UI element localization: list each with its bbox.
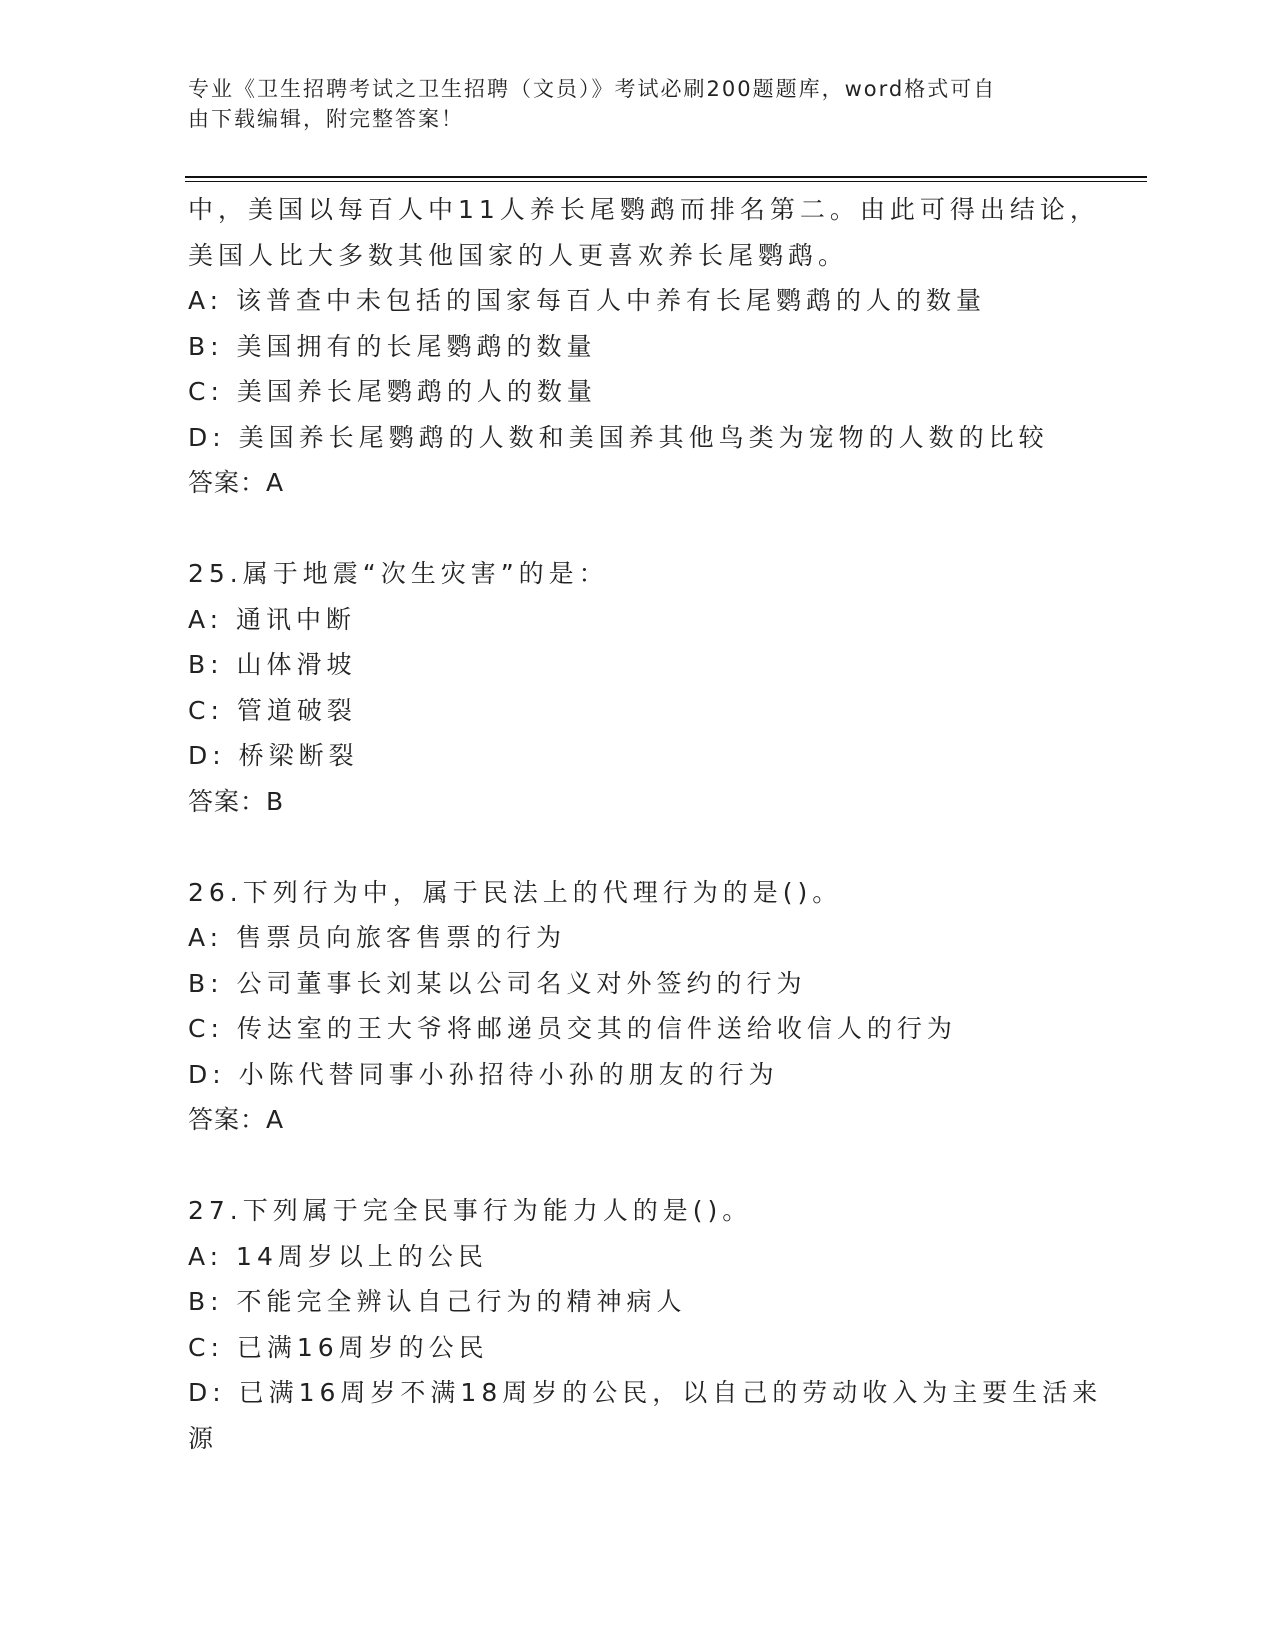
question-content bbox=[188, 187, 1103, 1461]
spacer bbox=[188, 506, 1088, 552]
option-c: C: 传达室的王大爷将邮递员交其的信件送给收信人的行为 bbox=[188, 1014, 957, 1043]
question-25 bbox=[188, 551, 1088, 824]
option-d: D: 美国养长尾鹦鹉的人数和美国养其他鸟类为宠物的人数的比较 bbox=[188, 422, 1049, 452]
document-header bbox=[188, 74, 1068, 134]
question-27 bbox=[188, 1188, 1103, 1461]
option-a: A: 14周岁以上的公民 bbox=[188, 1241, 488, 1271]
question-stem: 27.下列属于完全民事行为能力人的是()。 bbox=[188, 1196, 753, 1225]
option-b: B: 山体滑坡 bbox=[188, 650, 357, 679]
option-a: A: 该普查中未包括的国家每百人中养有长尾鹦鹉的人的数量 bbox=[188, 286, 987, 315]
header-divider-thin bbox=[185, 181, 1147, 182]
option-c: C: 管道破裂 bbox=[188, 695, 357, 725]
answer-label: 答案：A bbox=[188, 468, 285, 497]
option-a: A: 售票员向旅客售票的行为 bbox=[188, 923, 567, 952]
option-b: B: 不能完全辨认自己行为的精神病人 bbox=[188, 1287, 687, 1316]
spacer bbox=[188, 1143, 1088, 1189]
option-b: B: 美国拥有的长尾鹦鹉的数量 bbox=[188, 331, 597, 361]
option-d: D: 已满16周岁不满18周岁的公民，以自己的劳动收入为主要生活来 bbox=[188, 1378, 1103, 1407]
header-line-1: 专业《卫生招聘考试之卫生招聘（文员）》考试必刷200题题库，word格式可自 bbox=[188, 77, 997, 101]
header-line-2: 由下载编辑，附完整答案！ bbox=[188, 107, 464, 131]
option-a: A: 通讯中断 bbox=[188, 604, 357, 634]
answer-label: 答案：A bbox=[188, 1105, 285, 1134]
question-stem: 25.属于地震“次生灾害”的是： bbox=[188, 559, 609, 588]
option-d: D: 小陈代替同事小孙招待小孙的朋友的行为 bbox=[188, 1059, 779, 1089]
question-26 bbox=[188, 870, 1088, 1143]
question-stem: 美国人比大多数其他国家的人更喜欢养长尾鹦鹉。 bbox=[188, 240, 849, 270]
option-c: C: 已满16周岁的公民 bbox=[188, 1332, 489, 1362]
question-24 bbox=[188, 187, 1100, 506]
option-c: C: 美国养长尾鹦鹉的人的数量 bbox=[188, 377, 597, 406]
option-d-continued: 源 bbox=[188, 1423, 219, 1453]
question-stem: 中，美国以每百人中11人养长尾鹦鹉而排名第二。由此可得出结论， bbox=[188, 195, 1100, 224]
option-b: B: 公司董事长刘某以公司名义对外签约的行为 bbox=[188, 968, 807, 998]
answer-label: 答案：B bbox=[188, 786, 285, 816]
spacer bbox=[188, 824, 1088, 870]
question-stem: 26.下列行为中，属于民法上的代理行为的是()。 bbox=[188, 877, 843, 907]
header-divider-thick bbox=[185, 176, 1147, 178]
option-d: D: 桥梁断裂 bbox=[188, 741, 359, 770]
